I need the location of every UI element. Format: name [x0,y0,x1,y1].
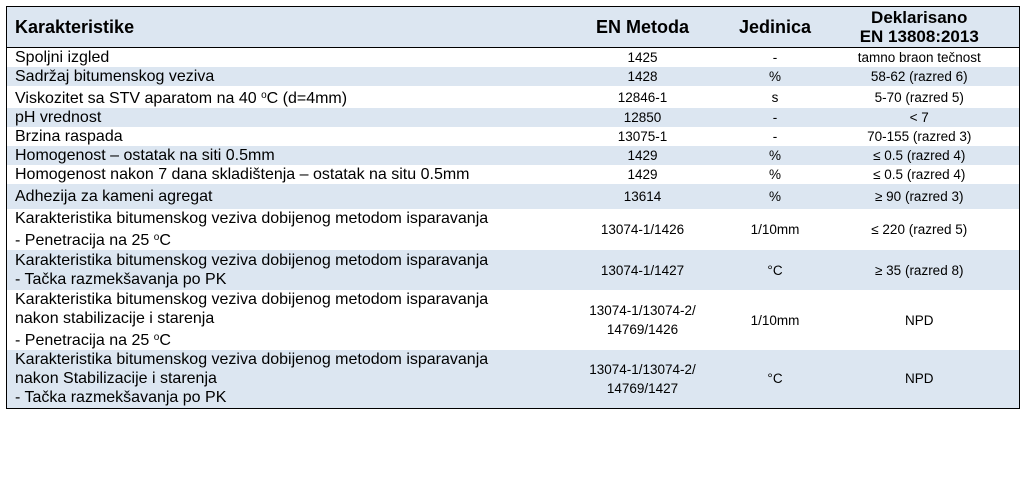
declared-cell: NPD [904,312,934,328]
characteristic-text: Sadržaj bitumenskog veziva [15,68,215,85]
characteristic-text: Spoljni izgled [15,49,110,66]
method-text: 13074-1/1426 [600,222,685,237]
characteristic-text: Karakteristika bitumenskog veziva dobijenog metodom isparavanja [15,252,489,269]
characteristic-text: Homogenost – ostatak na siti 0.5mm [15,147,275,164]
table-row [7,165,1020,184]
characteristic-cell [7,146,555,165]
method-cell [555,86,731,108]
table-header-row [7,7,1020,48]
declared-cell: 70-155 (razred 3) [867,129,972,144]
method-cell [555,67,731,86]
characteristic-cell [7,48,555,68]
table-row [7,86,1020,108]
table-row [7,127,1020,146]
declared-cell: 58-62 (razred 6) [870,69,968,84]
characteristic-text: Karakteristika bitumenskog veziva dobijenog metodom isparavanja [15,210,489,227]
unit-cell: % [768,167,781,182]
unit-cell: s [771,89,779,105]
table-row [7,48,1020,68]
method-text: 14769/1426 [606,322,679,337]
unit-cell: % [768,148,781,163]
characteristic-cell [7,209,555,250]
specifications-table [6,6,1020,409]
method-text: 13614 [623,189,662,204]
table-row [7,67,1020,86]
declared-cell: ≤ 0.5 (razred 4) [873,148,966,163]
method-cell [555,209,731,250]
method-cell [555,165,731,184]
method-cell [555,184,731,209]
characteristic-text: - Penetracija na 25 $^o$C [15,232,171,249]
characteristic-text: pH vrednost [15,109,102,126]
header-method: EN Metoda [555,7,731,48]
table-row [7,350,1020,408]
method-text: 13074-1/13074-2/ [589,361,696,377]
characteristic-text: Homogenost nakon 7 dana skladištenja – ostatak na situ 0.5mm [15,166,470,183]
table-row [7,209,1020,250]
header-declared-line2: EN 13808:2013 [859,27,979,46]
table-row [7,146,1020,165]
method-cell [555,108,731,127]
characteristic-cell [7,290,555,350]
unit-cell: 1/10mm [750,312,800,328]
characteristic-cell [7,184,555,209]
unit-cell: - [772,129,778,144]
method-text: 13074-1/1427 [600,262,685,278]
header-characteristics: Karakteristike [7,7,555,48]
method-text: 13075-1 [617,129,668,144]
characteristic-text: nakon stabilizacije i starenja [15,310,215,327]
characteristic-cell [7,86,555,108]
method-text: 1429 [627,148,658,163]
declared-cell: NPD [904,371,934,387]
method-cell [555,146,731,165]
declared-cell: < 7 [909,110,929,125]
declared-cell: ≥ 35 (razred 8) [875,262,964,278]
characteristic-text: Viskozitet sa STV aparatom na 40 $^o$C (d=4mm) [15,90,348,107]
method-text: 1428 [627,69,658,84]
characteristic-cell [7,108,555,127]
characteristic-text: - Tačka razmekšavanja po PK [15,271,227,288]
header-declared-line1: Deklarisano [871,8,968,27]
method-cell [555,127,731,146]
method-cell [555,350,731,408]
unit-cell: °C [767,262,783,278]
characteristic-text: Karakteristika bitumenskog veziva dobijenog metodom isparavanja [15,351,489,369]
characteristic-cell [7,250,555,290]
unit-cell: - [772,110,778,125]
characteristic-cell [7,67,555,86]
characteristic-text: - Penetracija na 25 $^o$C [15,332,171,349]
characteristic-cell [7,165,555,184]
unit-cell: - [772,50,778,65]
characteristic-cell [7,127,555,146]
table-body [7,48,1020,409]
unit-cell: % [768,189,781,204]
method-text: 12850 [623,110,662,125]
method-text: 12846-1 [617,89,668,105]
table-row [7,290,1020,350]
unit-cell: % [768,69,781,84]
method-cell [555,48,731,68]
characteristic-text: - Tačka razmekšavanja po PK [15,389,227,407]
header-declared [820,7,1020,48]
characteristic-text: Adhezija za kameni agregat [15,188,213,205]
characteristic-text: Karakteristika bitumenskog veziva dobijenog metodom isparavanja [15,291,489,308]
declared-cell: ≤ 220 (razred 5) [871,222,968,237]
characteristic-text: nakon Stabilizacije i starenja [15,370,217,388]
table-row [7,250,1020,290]
table-row [7,184,1020,209]
declared-cell: tamno braon tečnost [857,50,981,65]
characteristic-cell [7,350,555,408]
characteristic-text: Brzina raspada [15,128,123,145]
method-text: 1429 [627,167,658,182]
method-cell [555,250,731,290]
header-unit: Jedinica [731,7,820,48]
table-row [7,108,1020,127]
declared-cell: ≤ 0.5 (razred 4) [873,167,966,182]
method-text: 1425 [627,50,658,65]
unit-cell: 1/10mm [750,222,800,237]
method-text: 14769/1427 [606,380,679,396]
method-text: 13074-1/13074-2/ [589,303,696,318]
method-cell [555,290,731,350]
declared-cell: 5-70 (razred 5) [874,89,964,105]
declared-cell: ≥ 90 (razred 3) [875,189,964,204]
unit-cell: °C [767,371,783,387]
